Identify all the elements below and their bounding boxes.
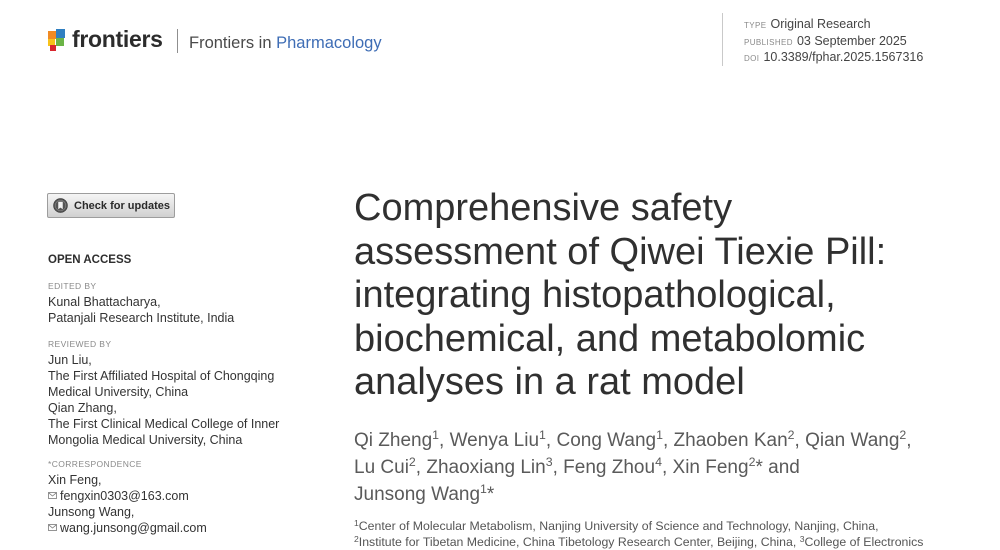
- author-name: Qian Wang: [805, 430, 900, 451]
- editor-name: Kunal Bhattacharya,: [48, 295, 161, 309]
- email-link[interactable]: fengxin0303@163.com: [60, 489, 189, 503]
- correspondence-label: *CORRESPONDENCE: [48, 459, 142, 469]
- article-title: [354, 187, 886, 405]
- affiliation-number: 3: [799, 533, 805, 544]
- author-separator: ,: [794, 430, 800, 451]
- logo-divider: [177, 29, 178, 53]
- frontiers-logo-icon: [47, 29, 69, 53]
- correspondent-email-row: [48, 520, 318, 536]
- author: [556, 430, 668, 451]
- author: [805, 430, 912, 451]
- reviewer-affiliation: The First Affiliated Hospital of Chongqing: [48, 369, 275, 383]
- envelope-icon: [48, 492, 57, 499]
- author-affiliation-number: 3: [545, 455, 553, 470]
- logo-tile: [48, 39, 55, 46]
- title-line: integrating histopathological,: [354, 274, 836, 316]
- corresponding-mark: *: [486, 484, 495, 505]
- doi-link[interactable]: 10.3389/fphar.2025.1567316: [763, 50, 924, 64]
- author-separator: ,: [545, 430, 552, 451]
- meta-type-value: Original Research: [770, 17, 871, 31]
- author-affiliation-number: 2: [899, 428, 907, 443]
- author-separator: ,: [439, 430, 445, 451]
- meta-doi-label: DOI: [744, 54, 760, 63]
- correspondent-name: Junsong Wang,: [48, 505, 135, 519]
- affiliation-number: 1: [354, 517, 359, 528]
- affiliation-line: [354, 534, 923, 550]
- author: [354, 457, 421, 478]
- author-name: Feng Zhou: [563, 457, 656, 478]
- affiliations: [354, 518, 923, 550]
- check-for-updates-label: Check for updates: [74, 199, 170, 212]
- author-name: Zhaoben Kan: [673, 430, 788, 451]
- author-separator: ,: [906, 430, 912, 451]
- reviewer-affiliation: Medical University, China: [48, 385, 189, 399]
- author-affiliation-number: 1: [480, 482, 487, 497]
- logo-tile: [56, 38, 64, 46]
- reviewer-name: Jun Liu,: [48, 353, 92, 367]
- author-affiliation-number: 4: [655, 455, 662, 470]
- author: [354, 430, 444, 451]
- check-for-updates-icon: [53, 198, 68, 213]
- author: [450, 430, 552, 451]
- frontiers-wordmark: frontiers: [72, 26, 163, 52]
- author: [674, 430, 800, 451]
- author-separator: ,: [661, 457, 668, 478]
- author-affiliation-number: 1: [656, 428, 663, 443]
- author-affiliation-number: 1: [539, 428, 546, 443]
- affiliation-text: Institute for Tibetan Medicine, China Tibetology Research Center, Beijing, China,: [358, 535, 797, 549]
- logo-tile: [48, 31, 56, 39]
- title-line: biochemical, and metabolomic: [354, 317, 866, 360]
- author-affiliation-number: 2: [408, 455, 416, 470]
- author-name: Cong Wang: [556, 430, 657, 451]
- edited-by-section: [48, 278, 318, 326]
- affiliation-line: [354, 518, 923, 534]
- author-name: Zhaoxiang Lin: [426, 457, 546, 478]
- journal-title: [189, 35, 382, 52]
- journal-name: Pharmacology: [276, 34, 382, 52]
- reviewed-by-label: REVIEWED BY: [48, 339, 112, 349]
- meta-published-label: PUBLISHED: [744, 37, 793, 47]
- editor-affiliation: Patanjali Research Institute, India: [48, 311, 235, 325]
- correspondent-email-row: [48, 488, 318, 504]
- author-affiliation-number: 2: [748, 455, 756, 470]
- author: [426, 457, 558, 478]
- check-for-updates-button[interactable]: [47, 193, 175, 218]
- article-meta: [744, 16, 923, 66]
- author: [673, 457, 763, 478]
- meta-published-value: 03 September 2025: [796, 33, 907, 48]
- meta-type: [744, 16, 923, 33]
- reviewer-name: Qian Zhang,: [48, 401, 117, 415]
- author-separator: ,: [415, 457, 422, 478]
- corresponding-mark: *: [755, 457, 763, 478]
- correspondence-section: [48, 456, 318, 536]
- open-access-label: OPEN ACCESS: [48, 254, 132, 266]
- title-line: assessment of Qiwei Tiexie Pill:: [354, 230, 887, 273]
- author-conjunction: and: [768, 457, 800, 478]
- author-separator: ,: [552, 457, 558, 478]
- correspondent-name: Xin Feng,: [48, 473, 102, 487]
- affiliation-text: College of Electronics: [804, 535, 924, 549]
- author-affiliation-number: 2: [787, 428, 795, 443]
- meta-type-label: TYPE: [744, 21, 767, 30]
- affiliation-text: Center of Molecular Metabolism, Nanjing University of Science and Technology, Nanjing, China,: [358, 519, 879, 533]
- author: [563, 457, 667, 478]
- title-line: Comprehensive safety: [354, 187, 733, 229]
- title-line: analyses in a rat model: [354, 361, 745, 403]
- author-name: Wenya Liu: [449, 430, 540, 451]
- meta-published: [744, 33, 923, 50]
- reviewed-by-section: [48, 336, 318, 448]
- author-name: Xin Feng: [672, 457, 749, 478]
- author-name: Lu Cui: [354, 457, 409, 478]
- logo-tile: [50, 45, 56, 51]
- affiliation-number: 2: [354, 533, 359, 544]
- author-name: Junsong Wang: [354, 484, 481, 505]
- reviewer-affiliation: The First Clinical Medical College of Inner: [48, 417, 280, 431]
- edited-by-label: EDITED BY: [48, 281, 97, 291]
- author-affiliation-number: 1: [432, 428, 440, 443]
- journal-prefix: Frontiers in: [189, 34, 272, 52]
- email-link[interactable]: wang.junsong@gmail.com: [60, 521, 207, 535]
- logo-tile: [56, 29, 65, 38]
- envelope-icon: [48, 524, 57, 531]
- author-list: [354, 427, 912, 508]
- meta-divider: [722, 13, 723, 66]
- author-name: Qi Zheng: [354, 430, 433, 451]
- reviewer-affiliation: Mongolia Medical University, China: [48, 433, 243, 447]
- author-separator: ,: [662, 430, 669, 451]
- author: [354, 484, 494, 505]
- meta-doi: [744, 49, 923, 66]
